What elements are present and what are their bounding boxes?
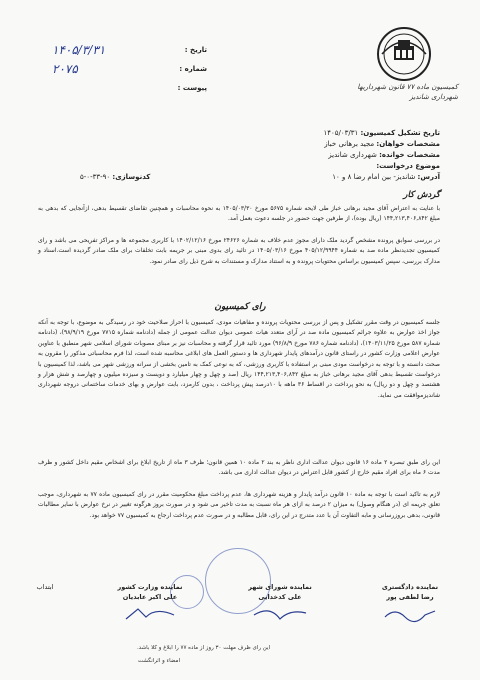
date-value: ۱۴۰۵/۳/۳۱: [52, 42, 106, 57]
municipality-logo: [368, 24, 440, 84]
document-meta: [52, 40, 207, 97]
case-info: [40, 128, 440, 183]
logo-caption: کمیسیون ماده ۷۷ قانون شهرداریها شهرداری شاندیز: [357, 83, 458, 101]
verdict-paragraph-1: جلسه کمیسیون در وقت مقرر تشکیل و پس از بررسی محتویات پرونده و مفاهیات مودی، کمیسیون با احراز صلاحیت خود در رسیدگی به موضوع، با توجه به آنکه جواز اخذ عوارض به علاوه جرائم کمیسیون ماده صد در آرای متعدد هیات عمومی دیوان عدالت عمومی از جمله (دادنامه شماره ۷۷۱۵ مورخ ۹۸/۹/۱۹)، (دادنامه شماره ۵۸۷ مورخ ۱۴۰۳/۱۱/۲۵)، (دادنامه شماره ۷۸۶ مورخ ۹۶/۸/۹) مورد تائید قرار گرفته و محاسبات نیز بر مبنای مصوبات شورای اسلامی شهر منطبق با عناوین عوارض اعلامی وزارت کشور در راستای قانون درآمدهای پایدار شهرداری ها و دستور العمل های ابلاغی محاسبه شده است، لذا فرم محاسباتی مذکور را مقرون به صحت دانسته و با توجه به درخواست مودی مبنی بر استفاده با کاربری ورزشی، که به نوعی کمک به تامین بخشی از سرانه ورزشی شهر می باشد، لذا کمیسیون با درخواست تقسیط بدهی آقای مجید برهانی خباز به مبلغ ۱۴۴,۲۱۳,۴۰۶,۸۴۲ ریال (صد و چهل و چهار میلیارد و دویست و سیزده میلیون و چهارصد و شش هزار و هشتصد و چهل و دو ریال) به نحو پرداخت در اقساط ۳۶ ماهه با ۱۰درصد پیش پرداخت ، بدون کارمزد، بابت عوارض و بهای خدمات ساختمانی دروجه شهرداری شاندیزموافقت می نماید.: [38, 319, 441, 399]
attachment-label: پیوست :: [177, 83, 207, 92]
signature-city-council: نماینده شورای شهر علی کدخدایی: [235, 583, 325, 625]
number-row: [52, 59, 207, 78]
footer-note: این رای ظرف مهلت ۳۰ روز از ماده ۷۷ را ابلاغ و کلا باشد.: [136, 645, 270, 651]
verdict-paragraph-2: این رای طبق تبصره ۲ ماده ۱۶ قانون دیوان عدالت اداری ناظر به بند ۲ ماده ۱۰ همین قانون؛ ظرف ۳ ماه از تاریخ ابلاغ برای اشخاص مقیم داخل کشور و ظرف مدت ۶ ماه برای افراد مقیم خارج از کشور قابل اعتراض در دیوان عدالت اداری می باشد.: [38, 459, 441, 477]
signature-row: [25, 583, 455, 625]
signature-scribble: [380, 605, 440, 623]
left-label-col: ابتداب: [36, 583, 54, 591]
proceedings-paragraph-2: در بررسی سوابق پرونده مشخص گردید ملک دارای مجوز عدم خلاف به شماره ۲۴۶۲۶ مورخ ۱۴۰۲/۱۲/۱۶ با کاربری مجموعه ها و مراکز تفریحی می باشد و رای کمیسیون تجدیدنظر ماده صد به شماره ۴۰۵/۱۲/۹۹۴۴ مورخ ۱۴۰۵/۰۳/۱۶ در تائید رای بدوی مبنی بر جریمه بابت تخلفات برای ملک صادر گردیده است.اسناد و مدارک بررسی، سپس کمیسیون براساس محتویات پرونده و به استناد مدارک و مستندات به شرح ذیل رای صادر نمود.: [38, 237, 440, 265]
subject-row: موضوع درخواست:: [376, 162, 440, 170]
date-row: [52, 40, 207, 59]
footer-sign: امضاء و اثرانگشت: [137, 658, 180, 664]
respondent-row: مشخصات خوانده: شهرداری شاندیز: [328, 151, 440, 159]
verdict-paragraph-3: لازم به تاکید است با توجه به ماده ۱۰ قانون درآمد پایدار و هزینه شهرداری ها، عدم پرداخت مبلغ محکومیت مقرر در رای کمیسیون ماده ۷۷ به شهرداری، موجب تعلق جریمه ای (در هنگام وصول) به میزان ۲ درصد به ازای هر ماه نسبت به مدت تاخیر می شود و در صورت بروز هرگونه تغییر در نرخ عوارض با سایر مطالبات قانونی، بدهی بروزرسانی و مابه التفاوت آن با عدد متدرج در این رای، قابل مطالبه و در صورت عدم پرداخت ارجاع به کمیسیون ۷۷ خواهد بود.: [38, 491, 441, 519]
signature-judiciary: نماینده دادگستری رضا لطفی پور: [365, 583, 455, 625]
verdict-title: رای کمیسیون: [214, 302, 266, 312]
date-formed-row: تاریخ تشکیل کمیسیون: ۱۴۰۵/۰۳/۳۱: [323, 129, 440, 137]
number-label: شماره :: [179, 64, 207, 73]
attachment-row: [52, 78, 207, 97]
signature-scribble: [250, 605, 310, 623]
address-row: آدرس: شاندیز- بین امام رضا ۸ و ۱۰ کدنوسازی: ۹۰-۳۳-۰-۵: [80, 173, 440, 181]
proceedings-title: گردش کار: [403, 190, 440, 200]
date-label: تاریخ :: [184, 45, 207, 54]
requester-row: مشخصات خواهان: مجید برهانی خباز: [324, 140, 440, 148]
signature-interior-ministry: نماینده وزارت کشور علی اکبر عابدیان: [105, 583, 195, 625]
proceedings-paragraph-1: با عنایت به اعتراض آقای مجید برهانی خباز طی لایحه شماره ۵۶۷۵ مورخ ۱۴۰۵/۰۳/۳۰ به نحوه محاسبات و همچنین تقاضای تقسیط بدهی، ازآنجایی که بدهی به مبلغ ۱۴۴,۲۱۳,۴۰۶,۸۴۲ (ریال بوده)، از طرفین جهت حضور در جلسه دعوت بعمل آمد.: [38, 205, 440, 223]
signature-scribble: [120, 605, 180, 623]
number-value: ۲۰۷۵: [52, 61, 78, 76]
